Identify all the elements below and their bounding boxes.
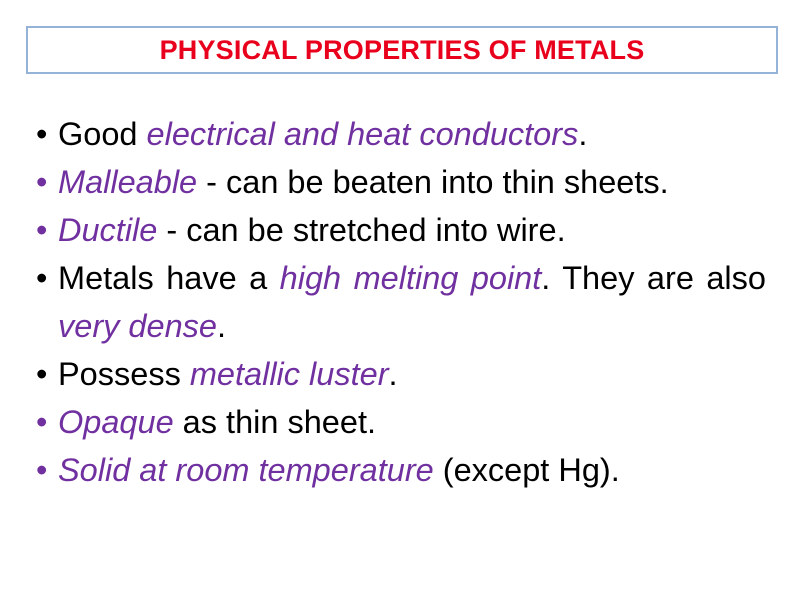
bullet-dot-icon: • [36,116,48,152]
bullet-dot-icon: • [36,404,48,440]
bullet-item-ductile [36,206,766,254]
bullet-highlight: Opaque [58,404,174,440]
bullet-text: Metals have a [58,260,280,296]
bullet-text: . [216,308,227,344]
bullet-dot-icon: • [36,212,48,248]
bullet-highlight: Malleable [58,164,198,200]
bullet-text: (except Hg). [433,452,620,488]
bullet-item-malleable [36,158,766,206]
bullet-dot-icon: • [36,164,48,200]
bullet-highlight: high melting point [279,260,542,296]
bullet-text: Good [58,116,147,152]
title-box [26,26,778,74]
bullet-highlight: Ductile [58,212,158,248]
bullet-item-melting-point [36,254,766,350]
slide-title: PHYSICAL PROPERTIES OF METALS [159,34,645,65]
bullet-text: . [578,116,588,152]
bullet-highlight: very dense [58,308,217,344]
bullet-text: - can be stretched into wire. [157,212,566,248]
bullet-dot-icon: • [36,452,48,488]
bullet-dot-icon: • [36,260,48,296]
bullet-item-solid [36,446,766,494]
bullet-highlight: metallic luster [189,356,389,392]
bullet-highlight: electrical and heat conductors [146,116,579,152]
bullet-item-conductors [36,110,766,158]
bullet-dot-icon: • [36,356,48,392]
bullet-text: - can be beaten into thin sheets. [197,164,669,200]
bullet-item-opaque [36,398,766,446]
bullet-text: . They are also [541,260,766,296]
bullet-list [36,110,766,494]
bullet-text: as thin sheet. [173,404,377,440]
bullet-text: . [388,356,398,392]
bullet-text: Possess [58,356,190,392]
bullet-highlight: Solid at room temperature [58,452,434,488]
bullet-item-luster [36,350,766,398]
